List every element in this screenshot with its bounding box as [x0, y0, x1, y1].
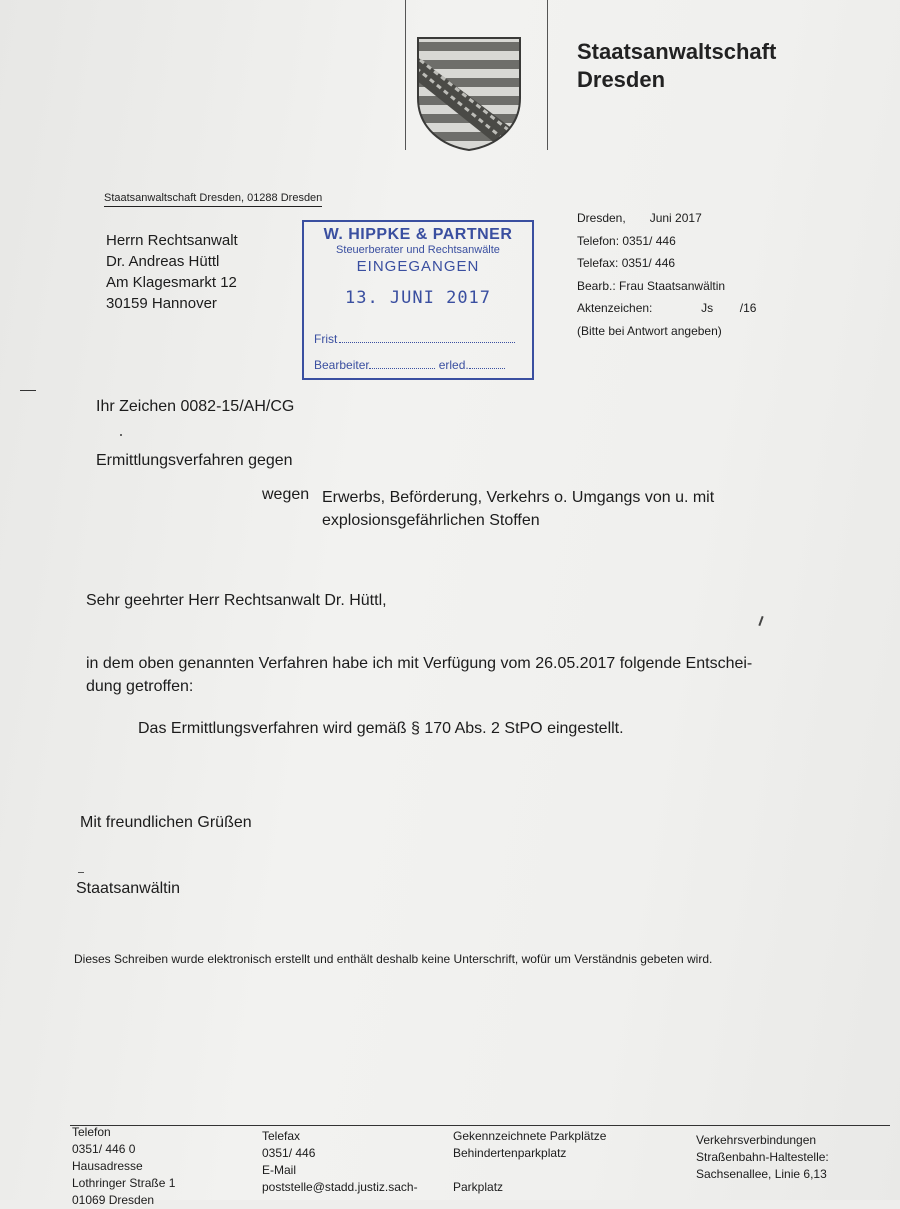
signer-role: Staatsanwältin	[76, 880, 181, 897]
because-text	[322, 486, 714, 532]
footer-parking-column	[453, 1128, 606, 1196]
paragraph-line2: dung getroffen:	[86, 678, 194, 695]
stamp-erled-dots	[469, 368, 505, 369]
salutation: Sehr geehrter Herr Rechtsanwalt Dr. Hüttl,	[86, 592, 387, 609]
header-divider-left	[405, 0, 406, 150]
info-bearb: Bearb.: Frau Staatsanwältin	[577, 278, 726, 293]
info-block	[577, 207, 756, 342]
info-hint: (Bitte bei Antwort angeben)	[577, 323, 722, 338]
because-label: wegen	[262, 486, 310, 503]
header-divider-right	[547, 0, 548, 150]
received-stamp	[302, 220, 534, 380]
info-aktenzeichen-label: Aktenzeichen:	[577, 301, 653, 315]
footer-email-label: E-Mail	[262, 1163, 297, 1177]
footer-parking-label: Gekennzeichnete Parkplätze	[453, 1129, 607, 1143]
stamp-frist	[314, 332, 515, 346]
footer-disabled-parking: Behindertenparkplatz	[453, 1146, 567, 1160]
footer-street: Lothringer Straße 1	[72, 1176, 176, 1190]
info-aktenzeichen-value: Js /16	[701, 301, 757, 315]
stamp-status: EINGEGANGEN	[356, 258, 480, 275]
fold-mark	[20, 390, 36, 391]
coat-of-arms-icon	[416, 36, 522, 152]
footer-transport-column	[696, 1132, 829, 1183]
recipient-line2: Dr. Andreas Hüttl	[106, 253, 220, 270]
stamp-frist-label: Frist	[314, 332, 338, 346]
reference-line: Ihr Zeichen 0082-15/AH/CG	[96, 398, 295, 415]
footer-telefax-label: Telefax	[262, 1129, 301, 1143]
sender-line: Staatsanwaltschaft Dresden, 01288 Dresden	[104, 192, 322, 207]
recipient-line4: 30159 Hannover	[106, 295, 217, 312]
footer-tram-stop-value: Sachsenallee, Linie 6,13	[696, 1167, 827, 1181]
electronic-note: Dieses Schreiben wurde elektronisch erstellt und enthält deshalb keine Unterschrift, wofür um Verständnis gebeten wird.	[74, 952, 713, 966]
because-line2: explosionsgefährlichen Stoffen	[322, 512, 540, 529]
authority-line1: Staatsanwaltschaft	[577, 39, 777, 64]
footer-telefon-label: Telefon	[72, 1125, 111, 1139]
stamp-subtitle: Steuerberater und Rechtsanwälte	[336, 244, 500, 256]
recipient-line3: Am Klagesmarkt 12	[106, 274, 237, 291]
because-line1: Erwerbs, Beförderung, Verkehrs o. Umgangs von u. mit	[322, 489, 715, 506]
footer-tram-stop-label: Straßenbahn-Haltestelle:	[696, 1150, 829, 1164]
footer-city: 01069 Dresden	[72, 1193, 155, 1207]
stamp-date: 13. JUNI 2017	[344, 288, 492, 308]
stamp-erled-label: erled.	[438, 358, 469, 372]
info-date-row	[577, 207, 756, 230]
footer-transport-label: Verkehrsverbindungen	[696, 1133, 817, 1147]
decision-text: Das Ermittlungsverfahren wird gemäß § 170 Abs. 2 StPO eingestellt.	[138, 720, 624, 737]
stamp-bearbeiter-label: Bearbeiter	[314, 358, 370, 372]
footer-divider	[70, 1125, 890, 1126]
recipient-address	[106, 230, 238, 314]
stamp-bearbeiter-dots	[369, 368, 435, 369]
closing-text: Mit freundlichen Grüßen	[80, 814, 252, 831]
footer-address-label: Hausadresse	[72, 1159, 143, 1173]
info-city: Dresden,	[577, 211, 626, 225]
info-telefon: Telefon: 0351/ 446	[577, 233, 676, 248]
authority-line2: Dresden	[577, 67, 666, 92]
footer-parking: Parkplatz	[453, 1180, 504, 1194]
info-telefax: Telefax: 0351/ 446	[577, 256, 676, 270]
info-aktenzeichen	[577, 297, 756, 320]
paragraph	[86, 652, 752, 698]
signature-mark	[78, 872, 84, 873]
stamp-firm: W. HIPPKE & PARTNER	[323, 226, 513, 243]
info-date: Juni 2017	[649, 211, 702, 225]
footer-spacer	[453, 1162, 606, 1179]
stamp-bearbeiter	[314, 358, 505, 372]
footer-contact-column	[72, 1124, 175, 1209]
paper-speck	[120, 434, 122, 436]
recipient-line1: Herrn Rechtsanwalt	[106, 232, 238, 249]
stamp-frist-dots	[339, 342, 515, 343]
paragraph-line1: in dem oben genannten Verfahren habe ich mit Verfügung vom 26.05.2017 folgende Entschei-	[86, 655, 753, 672]
proceeding-line: Ermittlungsverfahren gegen	[96, 452, 293, 469]
footer-telefon-value: 0351/ 446 0	[72, 1142, 136, 1156]
footer-fax-column	[262, 1128, 418, 1196]
footer-telefax-value: 0351/ 446	[262, 1146, 316, 1160]
authority-name	[577, 38, 776, 94]
footer-email-value: poststelle@stadd.justiz.sach-	[262, 1180, 418, 1194]
pen-mark	[758, 616, 763, 626]
